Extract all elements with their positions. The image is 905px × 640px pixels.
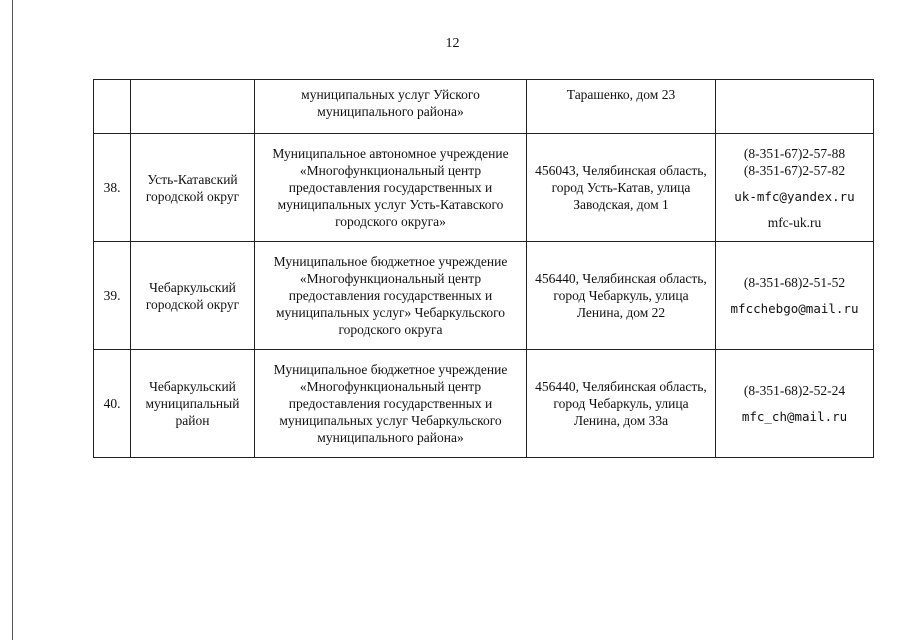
contacts <box>716 350 874 458</box>
municipality-name: Усть-Катавский городской округ <box>131 134 255 242</box>
row-number: 40. <box>94 350 131 458</box>
contacts <box>716 242 874 350</box>
municipality-name: Чебаркульский муниципальный район <box>131 350 255 458</box>
phone: (8-351-68)2-52-24 <box>743 383 846 398</box>
table-row <box>94 350 874 458</box>
email: mfcchebgo@mail.ru <box>730 301 859 316</box>
scan-edge-line <box>12 0 13 640</box>
table-row <box>94 242 874 350</box>
phone: (8-351-67)2-57-82 <box>743 162 846 178</box>
municipality-name: Чебаркульский городской округ <box>131 242 255 350</box>
page-number: 12 <box>445 36 460 51</box>
website: mfc-uk.ru <box>767 214 822 230</box>
address: Тарашенко, дом 23 <box>527 80 716 134</box>
phone: (8-351-67)2-57-88 <box>743 145 846 161</box>
mfc-registry-table <box>93 79 874 458</box>
table-row <box>94 134 874 242</box>
organization-name: Муниципальное бюджетное учреждение «Многофункциональный центр предоставления государственных и муниципальных услуг Чебаркульского муниципального района» <box>255 350 527 458</box>
organization-name: Муниципальное автономное учреждение «Многофункциональный центр предоставления государственных и муниципальных услуг Усть-Катавского городского округа» <box>255 134 527 242</box>
email: uk-mfc@yandex.ru <box>734 188 855 204</box>
contacts <box>716 134 874 242</box>
organization-name: муниципальных услуг Уйского муниципального района» <box>255 80 527 134</box>
row-number: 38. <box>94 134 131 242</box>
address: 456440, Челябинская область, город Чебаркуль, улица Ленина, дом 22 <box>527 242 716 350</box>
email: mfc_ch@mail.ru <box>741 409 848 424</box>
table-row <box>94 80 874 134</box>
contacts <box>716 80 874 134</box>
municipality-name <box>131 80 255 134</box>
row-number: 39. <box>94 242 131 350</box>
organization-name: Муниципальное бюджетное учреждение «Многофункциональный центр предоставления государственных и муниципальных услуг» Чебаркульского городского округа <box>255 242 527 350</box>
address: 456440, Челябинская область, город Чебаркуль, улица Ленина, дом 33а <box>527 350 716 458</box>
row-number <box>94 80 131 134</box>
phone: (8-351-68)2-51-52 <box>743 275 846 290</box>
address: 456043, Челябинская область, город Усть-Катав, улица Заводская, дом 1 <box>527 134 716 242</box>
